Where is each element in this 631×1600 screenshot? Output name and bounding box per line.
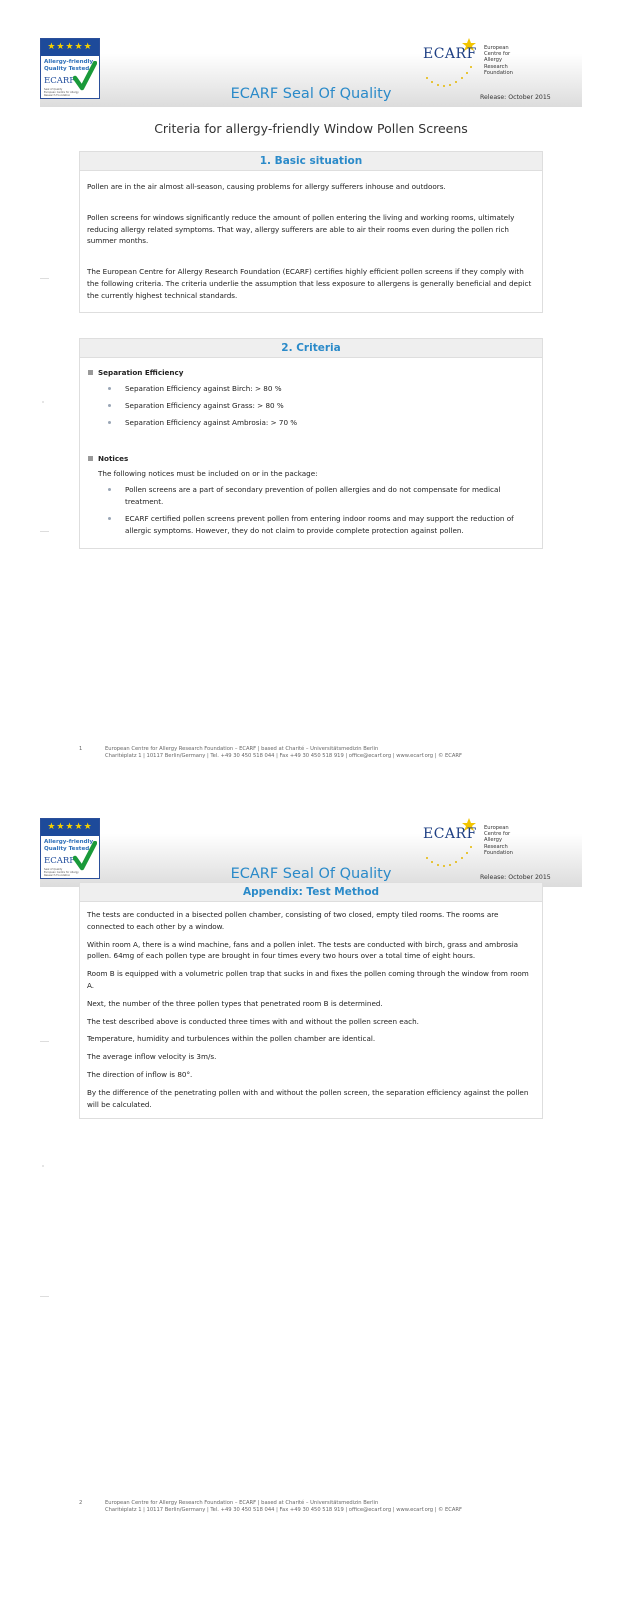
footer-line2: Charitéplatz 1 | 10117 Berlin/Germany | Tel. +49 30 450 518 044 | Fax +49 30 450 518 919 | office@ecarf.org | www.ecarf.org | © ECARF (105, 753, 463, 759)
section-appendix-test-method (79, 882, 543, 1119)
ecarf-full-line5: Foundation (484, 849, 513, 856)
footer-line1: European Centre for Allergy Research Foundation – ECARF | based at Charité – Universitätsmedizin Berlin (105, 746, 379, 752)
margin-mark (40, 278, 49, 279)
list-item: Separation Efficiency against Grass: > 80 % (107, 400, 535, 412)
section-basic-situation (79, 151, 543, 313)
seal-small-line2: European Centre for Allergy Research Foundation (44, 871, 79, 877)
paragraph: Room B is equipped with a volumetric pollen trap that sucks in and fixes the pollen coming through the window from room A. (87, 969, 529, 990)
document-page-2 (0, 790, 631, 1570)
margin-dot (42, 1165, 44, 1167)
seal-line1: Allergy-friendly (44, 59, 94, 65)
seal-line2: Quality Tested (44, 845, 90, 852)
seal-small-line1: Seal of Quality (44, 868, 63, 871)
ecarf-logo-word: ECARF (423, 826, 477, 842)
margin-mark (40, 531, 49, 532)
seal-stars: ★★★★★ (41, 39, 99, 56)
seal-brand: ECARF (44, 76, 76, 86)
ecarf-full-line2: Centre for (484, 51, 511, 58)
ecarf-full-line1: European (484, 45, 509, 51)
ecarf-full-line4: Research (484, 843, 508, 850)
release-date: Release: October 2015 (480, 94, 551, 101)
footer-line1: European Centre for Allergy Research Foundation – ECARF | based at Charité – Universitätsmedizin Berlin (105, 1500, 379, 1506)
header-title: ECARF Seal Of Quality (230, 86, 392, 102)
paragraph: The direction of inflow is 80°. (87, 1069, 193, 1079)
margin-mark (40, 1041, 49, 1042)
header-title: ECARF Seal Of Quality (230, 866, 392, 882)
list-item: Separation Efficiency against Ambrosia: > 70 % (107, 417, 535, 429)
list-item: Separation Efficiency against Birch: > 80 % (107, 383, 535, 395)
release-date: Release: October 2015 (480, 874, 551, 881)
ecarf-full-line3: Allergy (484, 57, 503, 64)
page-number: 2 (79, 1500, 83, 1506)
ecarf-logo-word: ECARF (423, 46, 477, 62)
page-number: 1 (79, 746, 83, 752)
ecarf-full-line3: Allergy (484, 837, 503, 844)
document-title: Criteria for allergy-friendly Window Pollen Screens (154, 121, 468, 136)
notices-title: Notices (87, 453, 535, 465)
footer-line2: Charitéplatz 1 | 10117 Berlin/Germany | Tel. +49 30 450 518 044 | Fax +49 30 450 518 919 | office@ecarf.org | www.ecarf.org | © ECARF (105, 1507, 463, 1513)
notices-list (107, 484, 535, 537)
seal-small-line1: Seal of Quality (44, 88, 63, 91)
paragraph: Within room A, there is a wind machine, fans and a pollen inlet. The tests are conducted with birch, grass and ambrosia pollen. 64mg of each pollen type are brought in four times every two hours over a total time of eight hours. (87, 939, 519, 961)
seal-brand: ECARF (44, 856, 76, 866)
margin-mark (40, 1296, 49, 1297)
paragraph: The test described above is conducted three times with and without the pollen screen each. (87, 1016, 419, 1026)
paragraph: Temperature, humidity and turbulences within the pollen chamber are identical. (87, 1034, 376, 1044)
ecarf-full-line4: Research (484, 63, 508, 70)
ecarf-full-line2: Centre for (484, 831, 511, 838)
margin-dot (42, 401, 44, 403)
section-criteria (79, 338, 543, 549)
separation-efficiency-list (107, 383, 535, 429)
document-page-1 (0, 10, 631, 790)
paragraph: Pollen are in the air almost all-season, causing problems for allergy sufferers inhouse and outdoors. (87, 182, 446, 191)
seal-line2: Quality Tested (44, 65, 90, 72)
list-item: Pollen screens are a part of secondary prevention of pollen allergies and do not compensate for medical treatment. (107, 484, 535, 508)
ecarf-full-line1: European (484, 825, 509, 831)
paragraph: The average inflow velocity is 3m/s. (87, 1052, 217, 1062)
paragraph: The tests are conducted in a bisected pollen chamber, consisting of two closed, empty tiled rooms. The rooms are connected to each other by a window. (87, 910, 499, 931)
paragraph: Next, the number of the three pollen types that penetrated room B is determined. (87, 998, 383, 1008)
seal-line1: Allergy-friendly (44, 839, 94, 845)
ecarf-full-line5: Foundation (484, 69, 513, 76)
seal-small-line2: European Centre for Allergy Research Foundation (44, 91, 79, 97)
paragraph: The European Centre for Allergy Research Foundation (ECARF) certifies highly efficient pollen screens if they comply with the following criteria. The criteria underlie the assumption that less exposure to allergens is generally beneficial and depict the currently highest technical standards. (87, 267, 532, 300)
notices-intro: The following notices must be included on or in the package: (98, 469, 318, 479)
seal-stars: ★★★★★ (41, 819, 99, 836)
paragraph: By the difference of the penetrating pollen with and without the pollen screen, the separation efficiency against the pollen will be calculated. (87, 1087, 529, 1109)
list-item: ECARF certified pollen screens prevent pollen from entering indoor rooms and may support the reduction of allergic symptoms. However, they do not claim to provide complete protection against pollen. (107, 513, 535, 537)
section-heading: 2. Criteria (80, 339, 542, 358)
separation-efficiency-title: Separation Efficiency (87, 367, 535, 379)
paragraph: Pollen screens for windows significantly reduce the amount of pollen entering the living and working rooms, ultimately reducing allergy related symptoms. That way, allergy sufferers are able to air their rooms even during the pollen rich summer months. (87, 212, 515, 246)
section-heading: Appendix: Test Method (80, 883, 542, 902)
section-heading: 1. Basic situation (80, 152, 542, 171)
